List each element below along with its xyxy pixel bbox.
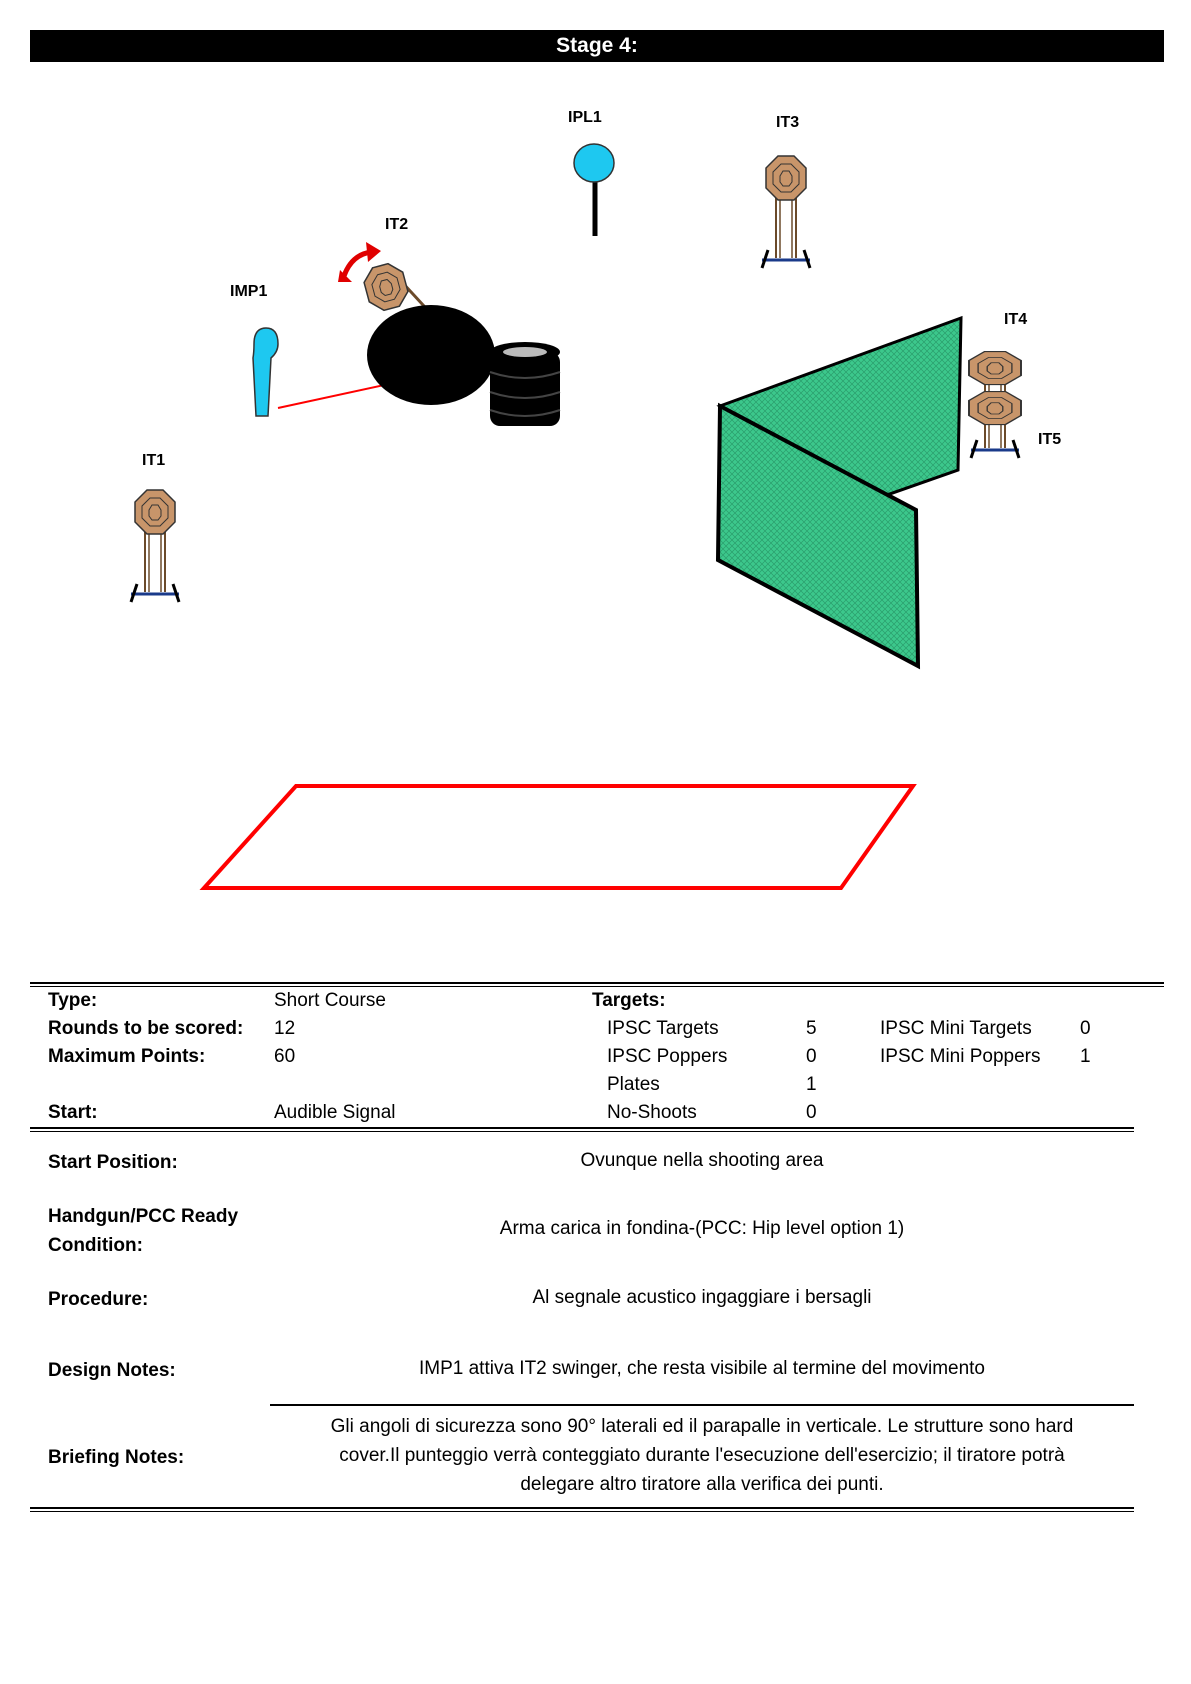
count-name: No-Shoots [607,1102,697,1123]
type-label: Type: [48,990,98,1011]
procedure-label: Procedure: [48,1289,149,1310]
tire-stack [490,342,560,426]
points-value: 60 [274,1046,296,1067]
label-imp1: IMP1 [230,283,268,300]
targets-label: Targets: [592,990,666,1011]
hard-cover-barrel [367,305,495,405]
type-value: Short Course [274,990,386,1011]
label-it2: IT2 [385,216,409,233]
rounds-value: 12 [274,1018,296,1039]
procedure-value: Al segnale acustico ingaggiare i bersagli [532,1287,872,1308]
count-name: Plates [607,1074,660,1095]
count-name: IPSC Targets [607,1018,719,1039]
ready-label-line-1: Handgun/PCC Ready [48,1206,239,1227]
count-value: 0 [806,1046,817,1067]
mini-count-value: 0 [1080,1018,1091,1039]
ready-label-line-2: Condition: [48,1235,143,1256]
ready-value: Arma carica in fondina-(PCC: Hip level option 1) [499,1218,905,1239]
count-value: 5 [806,1018,817,1039]
design-notes-label: Design Notes: [48,1360,176,1381]
count-value: 0 [806,1102,817,1123]
start-position-value: Ovunque nella shooting area [580,1150,824,1171]
mini-count-value: 1 [1080,1046,1091,1067]
stage-title: Stage 4: [30,30,1164,62]
plate-ipl1 [574,144,614,236]
mini-count-name: IPSC Mini Poppers [880,1046,1041,1067]
start-value: Audible Signal [274,1102,396,1123]
stage-diagram [0,62,1191,962]
rule-top [30,982,1164,984]
ipsc-target-it1 [131,490,179,602]
design-notes-value: IMP1 attiva IT2 swinger, che resta visibile al termine del movimento [418,1358,985,1379]
start-position-label: Start Position: [48,1152,178,1173]
label-it4: IT4 [1004,311,1028,328]
mini-count-name: IPSC Mini Targets [880,1018,1032,1039]
rule-briefing [270,1404,1134,1406]
start-label: Start: [48,1102,98,1123]
briefing-notes-line: delegare altro tiratore alla verifica dei punti. [520,1474,884,1495]
rounds-label: Rounds to be scored: [48,1018,244,1039]
label-it5: IT5 [1038,431,1062,448]
ipsc-target-it3 [762,156,810,268]
popper-imp1 [253,328,278,416]
count-name: IPSC Poppers [607,1046,728,1067]
rule-mid [30,1127,1134,1129]
briefing-notes-line: cover.Il punteggio verrà conteggiato durante l'esecuzione dell'esercizio; il tiratore potrà [339,1445,1065,1466]
briefing-notes-label: Briefing Notes: [48,1447,185,1468]
wall-structure [718,318,961,666]
activation-arrow [278,382,398,408]
label-it1: IT1 [142,452,166,469]
rule-bottom [30,1507,1134,1509]
label-ipl1: IPL1 [568,109,602,126]
briefing-notes-line: Gli angoli di sicurezza sono 90° laterali ed il parapalle in verticale. Le strutture sono hard [330,1416,1074,1437]
count-value: 1 [806,1074,817,1095]
ipsc-target-it5 [969,392,1021,425]
label-it3: IT3 [776,114,800,131]
shooting-area [204,786,913,888]
points-label: Maximum Points: [48,1046,206,1067]
